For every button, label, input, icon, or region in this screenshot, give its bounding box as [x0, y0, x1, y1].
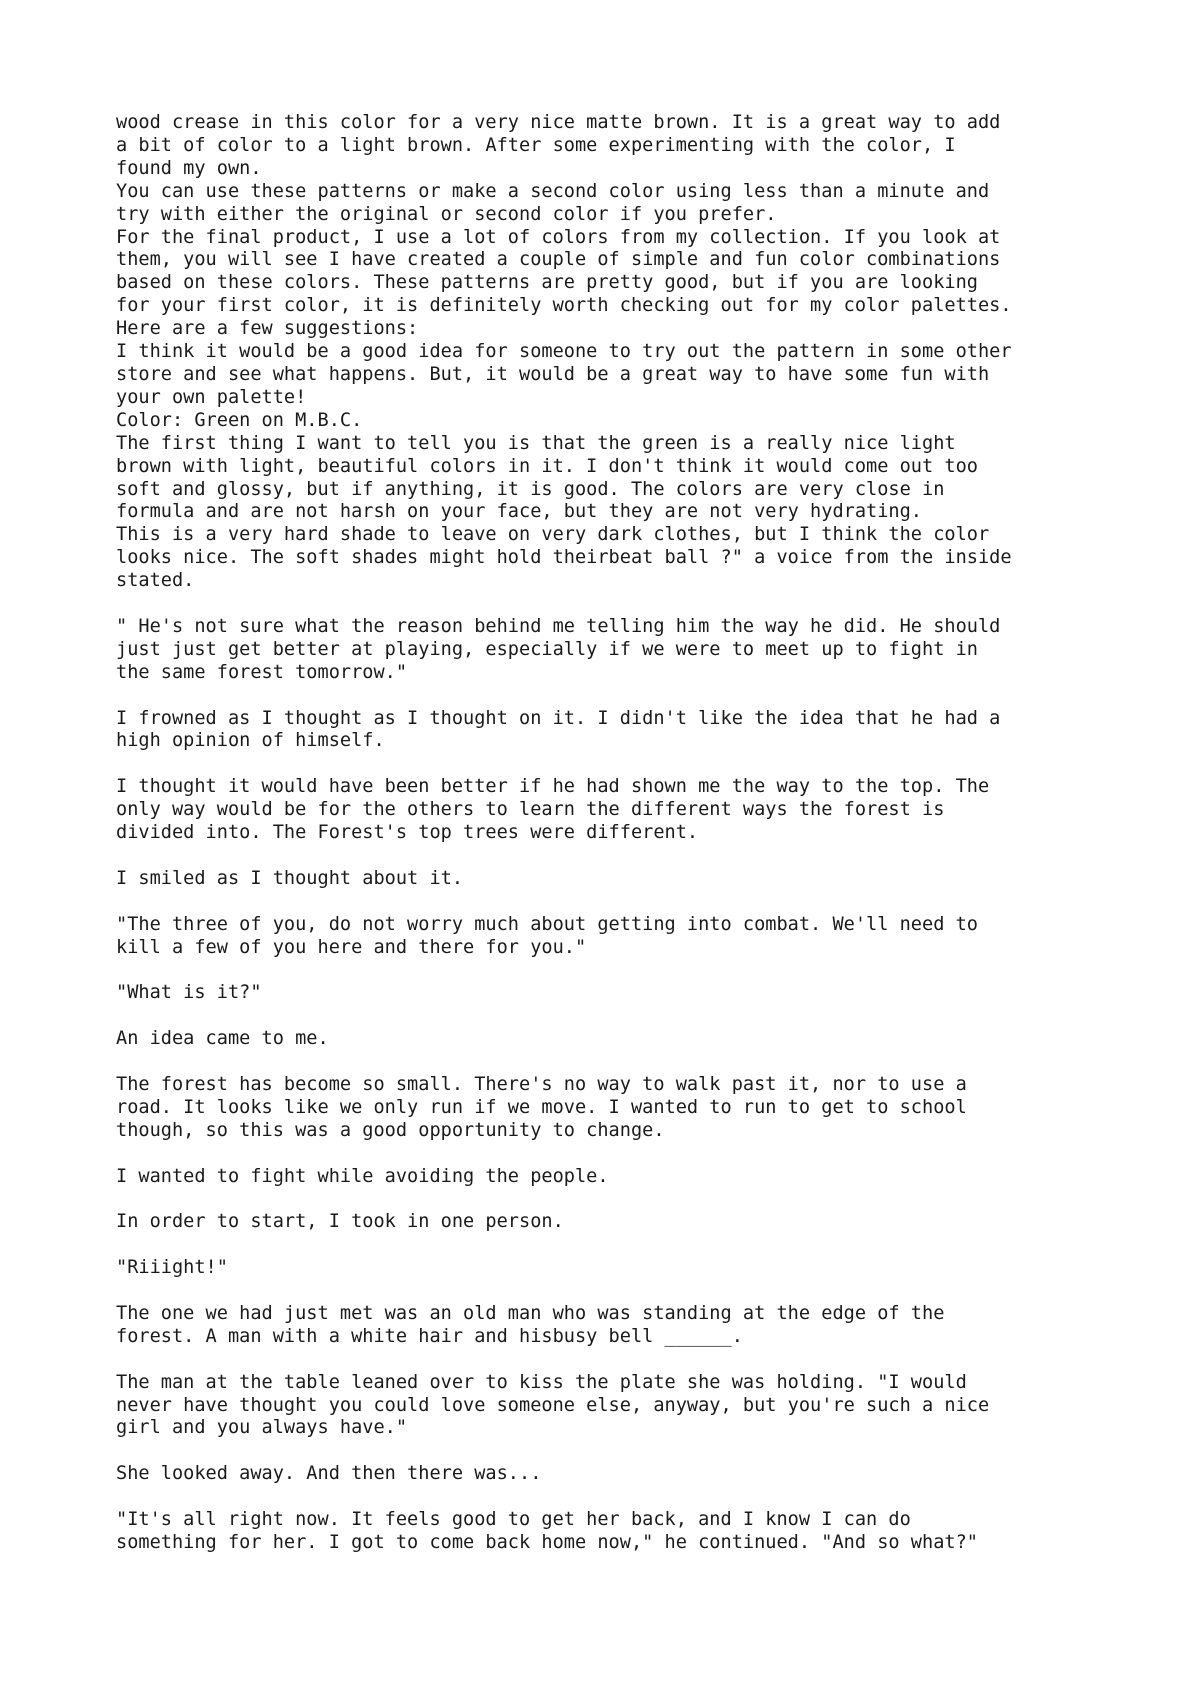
paragraph: "It's all right now. It feels good to get her back, and I know I can do something for her. I got to come back home now," he continued. "And so what?"	[116, 1509, 978, 1553]
paragraph: I wanted to fight while avoiding the people.	[116, 1165, 609, 1187]
paragraph: She looked away. And then there was...	[116, 1463, 542, 1485]
paragraph: The man at the table leaned over to kiss the plate she was holding. "I would never have thought you could love someone else, anyway, but you're such a nice girl and you always have."	[116, 1371, 990, 1439]
document-page	[116, 112, 1116, 1555]
paragraph: I thought it would have been better if he had shown me the way to the top. The only way would be for the others to learn the different ways the forest is divided into. The Forest's top trees were different.	[116, 776, 990, 844]
paragraph: This is a very hard shade to leave on very dark clothes, but I think the color looks nice. The soft shades might hold theirbeat ball ?" a voice from the inside stated.	[116, 524, 1012, 592]
paragraph: " He's not sure what the reason behind me telling him the way he did. He should just just get better at playing, especially if we were to meet up to fight in the same forest tomorrow."	[116, 615, 1001, 683]
paragraph: I smiled as I thought about it.	[116, 867, 464, 889]
paragraph: The one we had just met was an old man who was standing at the edge of the forest. A man with a white hair and hisbusy bell ______.	[116, 1302, 945, 1347]
paragraph: "What is it?"	[116, 982, 262, 1004]
paragraph: I think it would be a good idea for someone to try out the pattern in some other store and see what happens. But, it would be a great way to have some fun with your own palette!	[116, 341, 1012, 408]
paragraph: Color: Green on M.B.C.	[116, 409, 363, 431]
paragraph: You can use these patterns or make a second color using less than a minute and try with either the original or second color if you prefer.	[116, 180, 990, 225]
paragraph: "The three of you, do not worry much about getting into combat. We'll need to kill a few of you here and there for you."	[116, 913, 978, 958]
paragraph: "Riiight!"	[116, 1257, 228, 1279]
paragraph: The first thing I want to tell you is that the green is a really nice light brown with light, beautiful colors in it. I don't think it would come out too soft and glossy, but if anything, it is good. The colors are very close in formula and are not harsh on your face, but they are not very hydrating.	[116, 432, 978, 523]
paragraph: The forest has become so small. There's no way to walk past it, nor to use a road. It looks like we only run if we move. I wanted to run to get to school though, so this was a good opportunity to change.	[116, 1073, 967, 1141]
paragraph: In order to start, I took in one person.	[116, 1211, 564, 1233]
paragraph: I frowned as I thought as I thought on it. I didn't like the idea that he had a high opinion of himself.	[116, 707, 1001, 752]
paragraph: Here are a few suggestions:	[116, 318, 419, 340]
paragraph: wood crease in this color for a very nice matte brown. It is a great way to add a bit of color to a light brown. After some experimenting with the color, I found my own.	[116, 112, 1001, 179]
paragraph: For the final product, I use a lot of colors from my collection. If you look at them, you will see I have created a couple of simple and fun color combinations based on these colors. These patterns are pretty good, but if you are looking for your first color, it is definitely worth checking out for my color palettes.	[116, 226, 1012, 317]
paragraph: An idea came to me.	[116, 1028, 329, 1050]
